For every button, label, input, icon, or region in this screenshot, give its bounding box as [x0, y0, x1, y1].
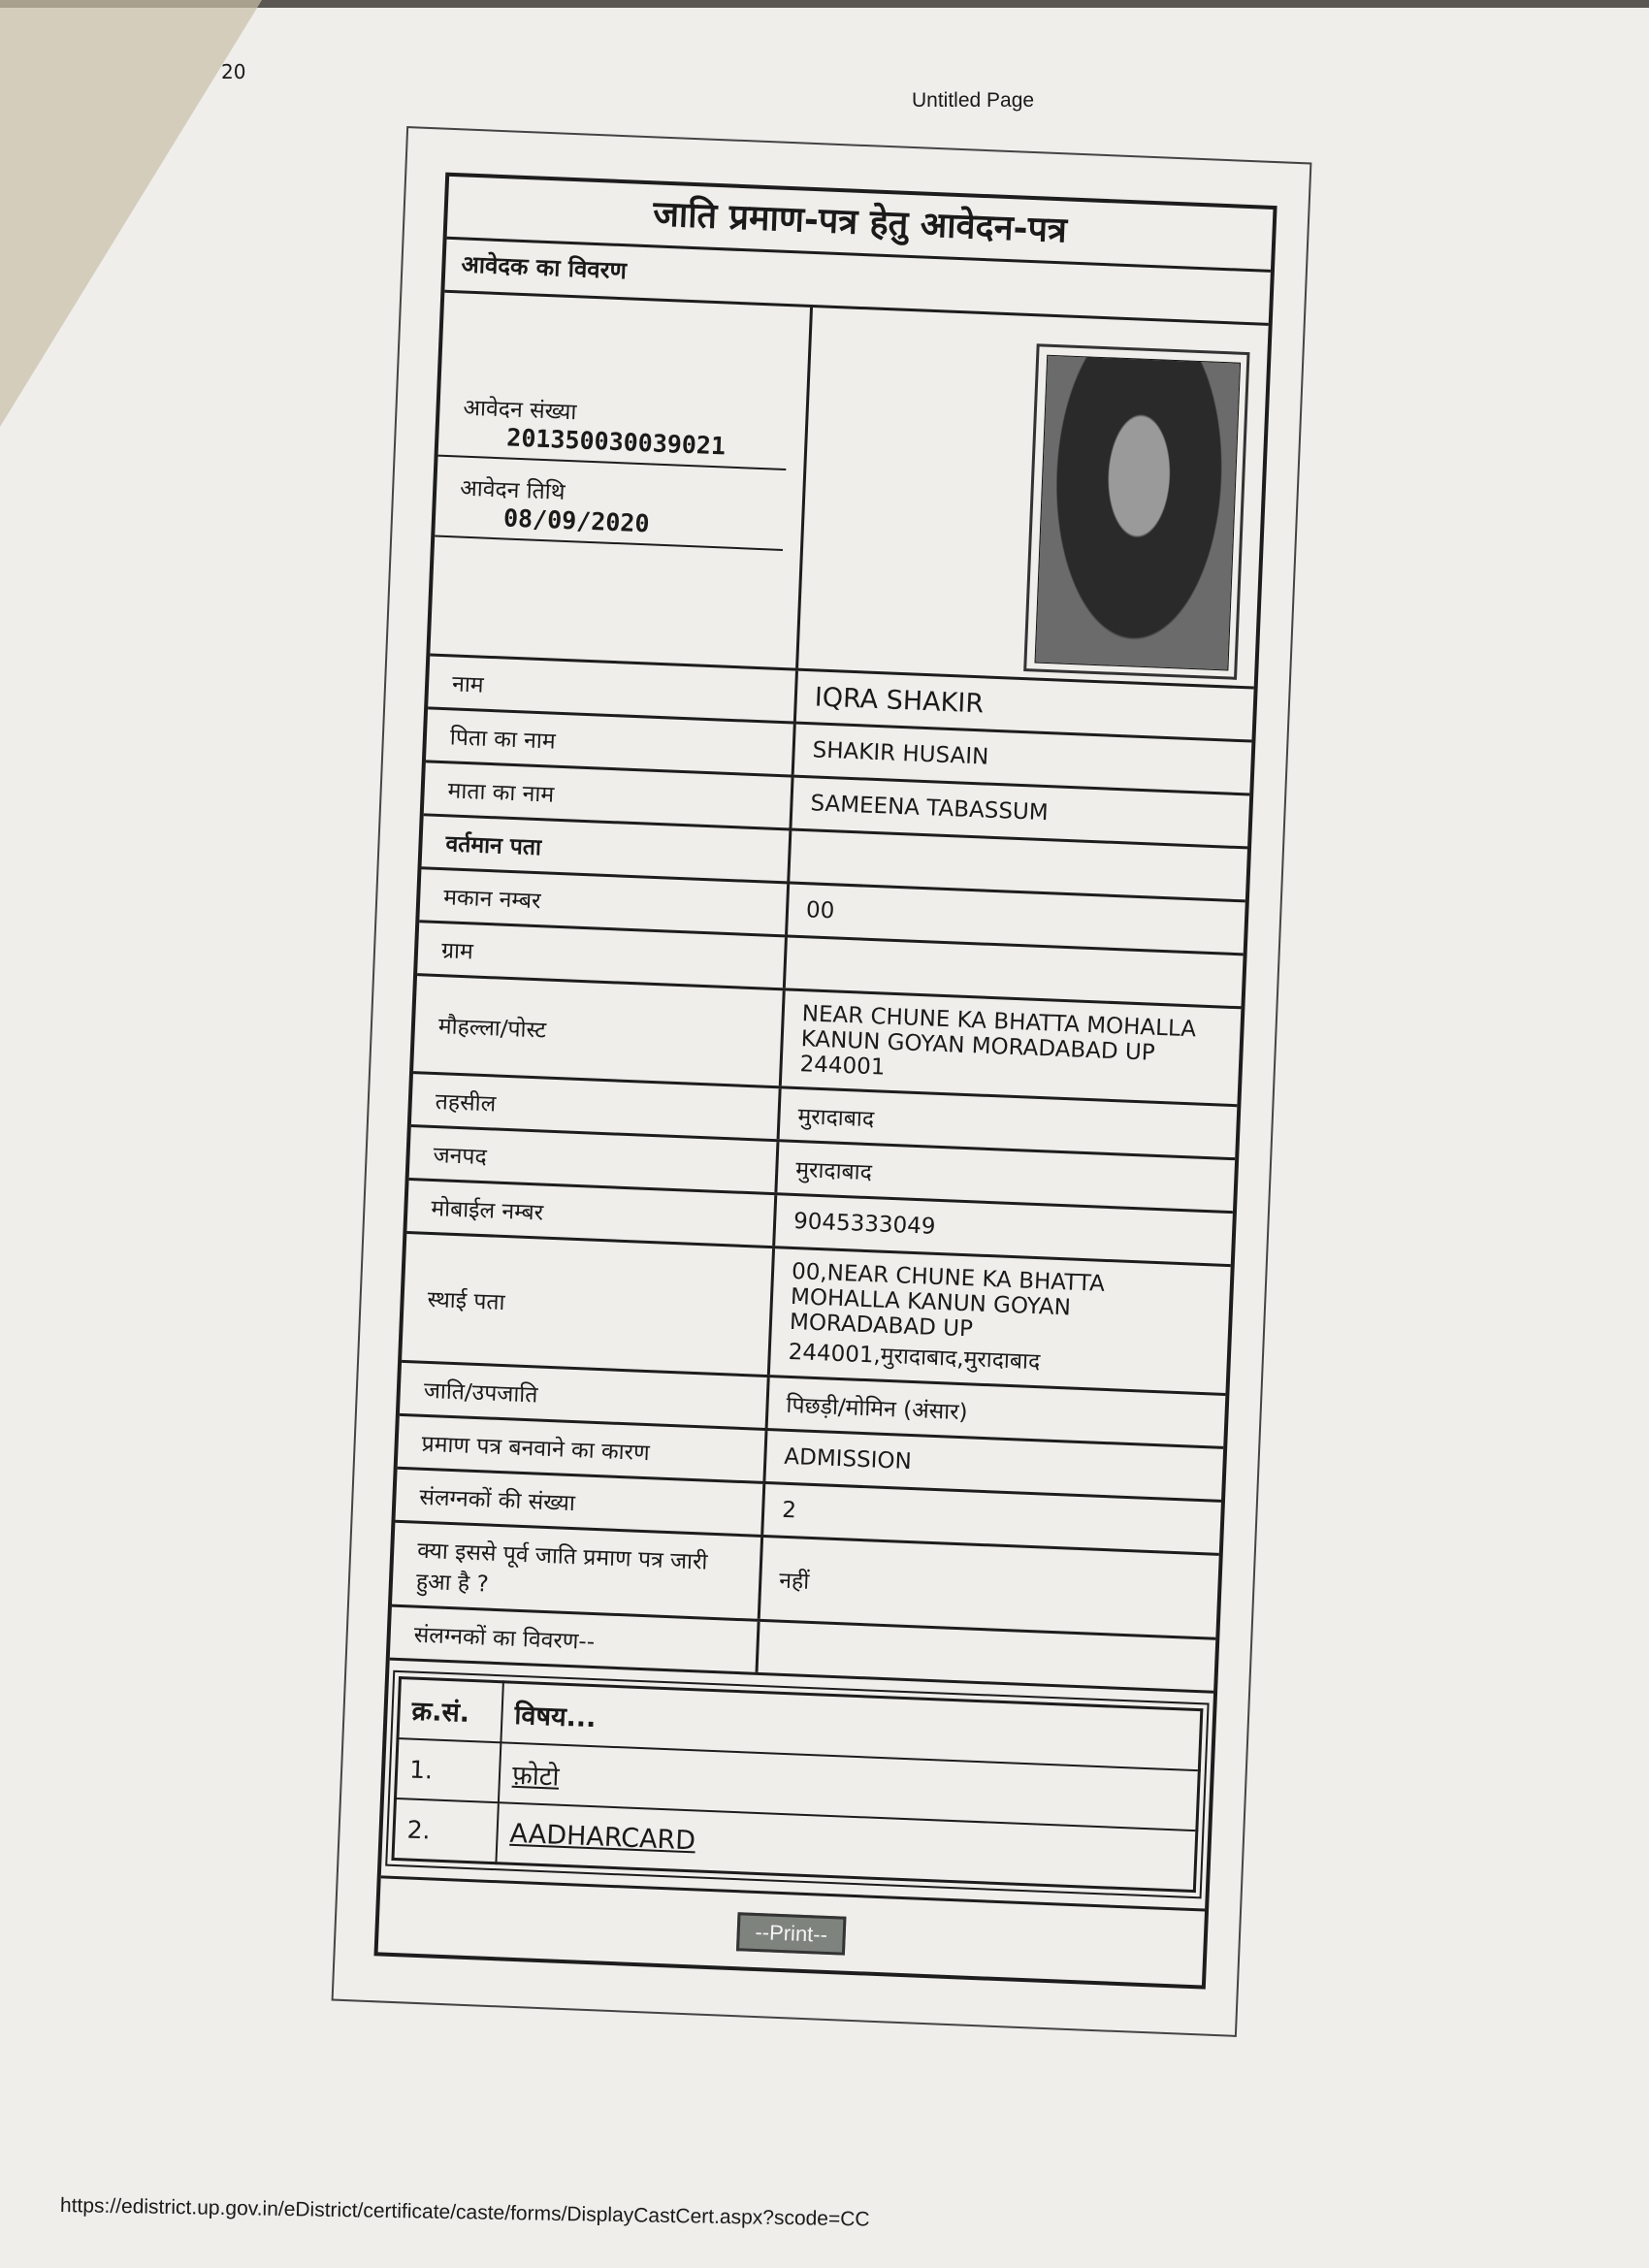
field-value: 00,NEAR CHUNE KA BHATTA MOHALLA KANUN GOYAN MORADABAD UP 244001,मुरादाबाद,मुरादाबाद [788, 1258, 1106, 1376]
column-header-subject: विषय... [501, 1682, 1201, 1770]
field-value: मुरादाबाद [794, 1157, 873, 1186]
attachments-section [381, 1658, 1213, 1909]
page-url-footer: https://edistrict.up.gov.in/eDistrict/certificate/caste/forms/DisplayCastCert.aspx?scode=CC [59, 2194, 870, 2231]
field-value: SHAKIR HUSAIN [812, 737, 989, 770]
field-label: प्रमाण पत्र बनवाने का कारण [398, 1416, 768, 1481]
field-label: संलग्नकों का विवरण-- [390, 1607, 760, 1672]
attachment-link-aadharcard[interactable]: AADHARCARD [509, 1818, 696, 1856]
column-header-sno: क्र.सं. [398, 1678, 503, 1743]
browser-page-title: Untitled Page [912, 89, 1035, 112]
attachments-table [391, 1676, 1203, 1893]
field-label: पिता का नाम [426, 709, 796, 774]
page-number: 20 [221, 60, 246, 83]
application-meta [430, 293, 813, 668]
applicant-fields-table [390, 656, 1254, 1690]
field-value: SAMEENA TABASSUM [809, 791, 1050, 826]
field-label: नाम [428, 656, 798, 721]
field-value: मुरादाबाद [797, 1104, 875, 1133]
applicant-photo [1034, 355, 1241, 671]
field-label: मकान नम्बर [419, 869, 790, 934]
field-value: 00 [805, 897, 835, 924]
field-label: जाति/उपजाति [400, 1363, 770, 1428]
field-label: जनपद [409, 1127, 780, 1192]
photo-cell [798, 308, 1269, 687]
field-label: संलग्नकों की संख्या [396, 1470, 766, 1535]
section-applicant-details: आवेदक का विवरण [444, 240, 1271, 326]
application-info-block [430, 293, 1268, 690]
print-button[interactable]: --Print-- [736, 1912, 847, 1955]
field-label: तहसील [411, 1074, 782, 1139]
field-label: वर्तमान पता [422, 816, 792, 881]
field-value: NEAR CHUNE KA BHATTA MOHALLA KANUN GOYAN MORADABAD UP 244001 [799, 1001, 1197, 1081]
attachment-link-photo[interactable]: फ़ोटो [511, 1760, 561, 1793]
field-value: 9045333049 [792, 1208, 936, 1240]
field-label: माता का नाम [424, 762, 794, 827]
attachment-sno: 1. [395, 1738, 501, 1802]
field-label: मौहल्ला/पोस्ट [413, 976, 786, 1085]
application-number-label: आवेदन संख्या [463, 395, 577, 426]
printed-sheet [332, 126, 1312, 2037]
field-label: क्या इससे पूर्व जाति प्रमाण पत्र जारी हुआ है ? [392, 1523, 763, 1619]
field-value: नहीं [778, 1568, 810, 1595]
attachment-sno: 2. [393, 1798, 499, 1863]
field-value: IQRA SHAKIR [814, 681, 985, 719]
application-number: 201350030039021 [438, 421, 788, 470]
field-label: स्थाई पता [402, 1234, 775, 1375]
field-value: 2 [781, 1497, 797, 1524]
form-title: जाति प्रमाण-पत्र हेतु आवेदन-पत्र [447, 177, 1274, 273]
field-value: ADMISSION [783, 1443, 913, 1475]
field-value: पिछड़ी/मोमिन (अंसार) [786, 1392, 969, 1426]
application-date: 08/09/2020 [435, 502, 784, 551]
applicant-photo-frame [1023, 343, 1249, 680]
field-label: मोबाईल नम्बर [406, 1181, 777, 1246]
field-label: ग्राम [417, 923, 788, 988]
caste-certificate-form [373, 173, 1277, 1990]
application-date-label: आवेदन तिथि [459, 475, 566, 505]
